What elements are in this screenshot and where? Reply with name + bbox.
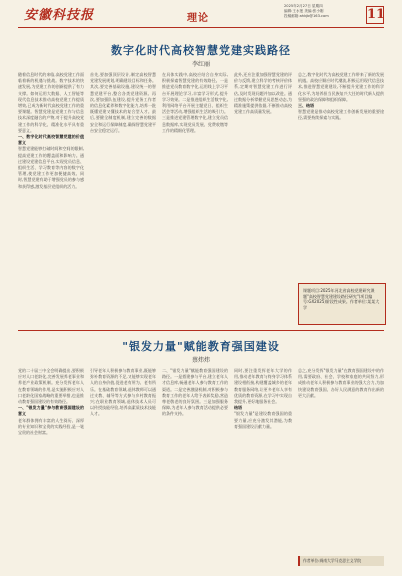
article1-subheading-2: 三、结语 xyxy=(298,103,314,109)
header-rule xyxy=(18,27,384,28)
article1-column-1 xyxy=(18,72,84,324)
article2-column-4 xyxy=(234,368,292,568)
article2-author-credit: 作者单位:闽南大学马克思主义学院 xyxy=(298,556,384,566)
article1-title: 数字化时代高校智慧党建实践路径 xyxy=(111,44,291,57)
project-note-text: 课题项目:2025年河北省高校党建研究课题"高校智慧党建建设路径研究"(项目编号:GX2025)阶段性成果。作者单位:某某大学 xyxy=(303,288,380,310)
issue-editors: 编辑:王水莲 美编:张小刚 xyxy=(284,9,324,13)
article1-col1-text: 随着信息时代的来临,高校党建工作面临着新的机遇与挑战。数字技术的快速发展,为党建工作的创新提供了有力支撑。如何运用大数据、人工智能等现代信息技术推动高校党建工作提质增效,已成为新时代高校党建工作的重要课题。智慧党建是党建工作与信息技术深度融合的产物,对于提升高校党建工作的科学化、精准化水平具有重要意义。 xyxy=(18,72,84,133)
article2-col4-more: "银发力量"是建设教育强国的重要力量,应充分激发其潜能,为教育强国建设贡献力量。 xyxy=(234,411,292,429)
article2-column-3 xyxy=(162,368,228,568)
article2-col3-text: 二、"银发力量"赋能教育强国建设的路径。一是搭建参与平台,建立老年人才信息库,畅通老年人参与教育工作的渠道。二是完善激励机制,对积极参与教育工作的老年人给予表彰奖励,营造尊老敬老的良好氛围。三是加强服务保障,为老年人参与教育活动提供必要的条件支持。 xyxy=(162,368,228,417)
article-divider xyxy=(18,330,384,331)
article2-col2-text: 引导老年人积极参与教育事业,既能够弥补教育资源的不足,又能够实现老年人的自身价值,促进老有所为、老有所乐。在基础教育领域,退休教师可以通过支教、辅导等方式参与乡村教育振兴;在职业教育领域,退休技术人员可以传授技能经验,培养高素质技术技能人才。 xyxy=(90,368,156,417)
issue-date: 2025年2月27日 星期四 xyxy=(284,4,323,8)
issue-info xyxy=(284,4,364,19)
article1-col2-text: 首先,要加强顶层设计,制定高校智慧党建发展规划,明确建设目标和任务。其次,要完善基础设施,建设统一的智慧党建平台,整合各类党建资源。再次,要加强队伍建设,提升党务工作者的信息化素养和数字化能力,培养一批既懂党建又懂技术的复合型人才。最后,要健全制度机制,建立完善的数据安全和运行保障制度,确保智慧党建平台安全稳定运行。 xyxy=(90,72,156,133)
article1-subheading-1: 一、数字化时代高校智慧党建的价值意义 xyxy=(18,134,84,146)
page-header xyxy=(0,0,402,28)
article2-column-1 xyxy=(18,368,84,568)
article2-col5-text: 总之,充分发挥"银发力量"在教育强国建设中的作用,需要政府、社会、学校和家庭的共同努力,形成推动老年人积极参与教育事业的强大合力,为加快建设教育强国、办好人民满意的教育作出新的更大贡献。 xyxy=(298,368,384,398)
article2-col4-text: 同时,要注重发挥老年大学的作用,推动老年教育与终身学习体系建设相衔接,构建覆盖城乡的老年教育服务网络,让更多老年人享有优质的教育资源,在学习中实现自我提升,更好地服务社会。 xyxy=(234,368,292,405)
article1-col4-text: 此外,还应注重加强智慧党建的评价与反馈,建立科学的考核评价体系,定期对智慧党建工作进行评估,及时发现问题并加以改进。通过数据分析掌握党员思想动态,为精准施策提供依据,不断推动高校党建工作高质量发展。 xyxy=(234,72,292,115)
article1-col3-text: 在具体实践中,高校应结合自身实际,积极探索智慧党建的有效路径。一是推进党员教育数字化,运用线上学习平台开展理论学习,丰富学习形式,提升学习效果。二是推进组织生活数字化,利用网络平台开展主题党日、组织生活会等活动,增强组织生活的吸引力。三是推进党建管理数字化,建立党员信息数据库,实现党员发展、党费收缴等工作的精细化管理。 xyxy=(162,72,228,133)
article1-col5-more: 智慧党建是推动高校党建工作创新发展的重要途径,需要持续探索与实践。 xyxy=(298,109,384,121)
article2-col1-more: 老年群体拥有丰富的人生阅历、深厚的专业知识和宝贵的实践经验,是一笔宝贵的社会财富。 xyxy=(18,417,84,436)
article1-col5-text: 总之,数字化时代为高校党建工作带来了新的发展机遇。高校应顺应时代潮流,积极运用现代信息技术,推进智慧党建建设,不断提升党建工作的科学化水平,为培养担当民族复兴大任的时代新人提供坚强的政治保障和组织保障。 xyxy=(298,72,384,102)
page-number-box xyxy=(366,6,384,24)
article2-column-5 xyxy=(298,368,384,552)
page-number: 11 xyxy=(367,7,386,22)
newspaper-masthead: 安徽科技报 xyxy=(24,8,95,23)
article1-column-4 xyxy=(234,72,292,324)
article1-column-3 xyxy=(162,72,228,324)
article1-col1-more: 智慧党建能够打破时间和空间的限制,提高党建工作的覆盖面和影响力。通过建设党建信息平台,实现党员信息、组织生活、学习教育等内容的数字化管理,使党建工作更加便捷高效。同时,智慧党建有助于增强党员的参与感和获得感,激发基层党组织的活力。 xyxy=(18,146,84,189)
article2-subheading-1: 一、"银发力量"参与教育强国建设的意义 xyxy=(18,405,84,417)
section-title: 理论 xyxy=(187,13,209,24)
project-note-box xyxy=(298,283,386,325)
issue-email: 投稿邮箱:ahkjb@163.com xyxy=(284,14,329,18)
article2-subheading-2: 结语 xyxy=(234,405,242,411)
article1-author: 李红丽 xyxy=(191,61,210,68)
article2-author: 蔡炜炜 xyxy=(191,357,210,364)
article2-column-2 xyxy=(90,368,156,568)
article1-column-5 xyxy=(298,72,384,278)
article1-column-2 xyxy=(90,72,156,324)
article2-title: "银发力量"赋能教育强国建设 xyxy=(122,340,280,353)
article2-col1-text: 党的二十届三中全会明确提出,要积极应对人口老龄化,完善发展养老事业和养老产业政策机制。充分发挥老年人在教育领域的作用,是实施积极应对人口老龄化国家战略的重要举措,也是推动教育强国建设的有效路径。 xyxy=(18,368,84,405)
